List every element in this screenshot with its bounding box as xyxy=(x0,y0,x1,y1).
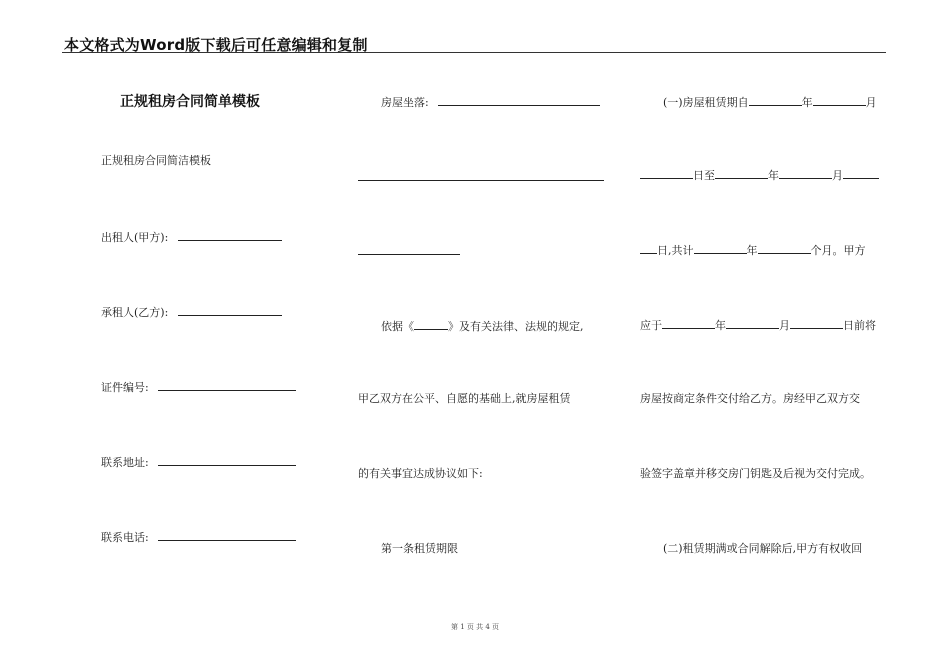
basis-line-1 xyxy=(381,318,584,334)
start-year-blank[interactable] xyxy=(749,94,802,106)
address-blank[interactable] xyxy=(158,454,296,466)
id-row xyxy=(101,379,296,395)
phone-label: 联系电话: xyxy=(101,531,149,544)
document-subtitle: 正规租房合同简洁模板 xyxy=(101,154,211,167)
term-text-2b: 年 xyxy=(768,169,779,182)
term-text-4a: 应于 xyxy=(640,319,662,332)
term-text-3c: 个月。甲方 xyxy=(810,244,866,257)
total-years-blank[interactable] xyxy=(694,242,747,254)
address-row xyxy=(101,454,296,470)
total-months-blank[interactable] xyxy=(758,242,811,254)
id-blank[interactable] xyxy=(158,379,296,391)
location-row xyxy=(381,94,600,110)
term-line-4 xyxy=(640,317,876,333)
location-blank-line-2[interactable] xyxy=(358,180,604,181)
handover-year-blank[interactable] xyxy=(662,317,715,329)
term-line-3 xyxy=(640,242,866,258)
term-line-7: (二)租赁期满或合同解除后,甲方有权收回 xyxy=(663,542,863,555)
article-1-heading: 第一条租赁期限 xyxy=(381,542,458,555)
lessor-row xyxy=(101,229,282,245)
header-title: 本文格式为Word版下载后可任意编辑和复制 xyxy=(64,36,368,54)
lessee-blank[interactable] xyxy=(178,304,282,316)
end-day-blank-cont[interactable] xyxy=(640,242,657,254)
id-label: 证件编号: xyxy=(101,381,149,394)
location-label: 房屋坐落: xyxy=(381,96,429,109)
document-title: 正规租房合同简单模板 xyxy=(120,94,260,110)
location-blank-line-3[interactable] xyxy=(358,254,460,255)
term-line-6: 验签字盖章并移交房门钥匙及后视为交付完成。 xyxy=(640,467,871,480)
term-text-2c: 月 xyxy=(832,169,843,182)
term-text-3a: 日,共计 xyxy=(657,244,694,257)
handover-day-blank[interactable] xyxy=(790,317,843,329)
start-day-blank[interactable] xyxy=(640,167,693,179)
phone-blank[interactable] xyxy=(158,529,296,541)
phone-row xyxy=(101,529,296,545)
basis-text-a: 依据《 xyxy=(381,320,414,333)
basis-text-b: 》及有关法律、法规的规定, xyxy=(448,320,584,333)
page-number: 第 1 页 共 4 页 xyxy=(450,623,500,631)
basis-line-2: 甲乙双方在公平、自愿的基础上,就房屋租赁 xyxy=(358,392,571,405)
lessee-label: 承租人(乙方): xyxy=(101,306,169,319)
end-day-blank[interactable] xyxy=(843,167,879,179)
header-divider xyxy=(62,52,886,53)
lessor-label: 出租人(甲方): xyxy=(101,231,169,244)
term-text-4c: 月 xyxy=(779,319,790,332)
basis-line-3: 的有关事宜达成协议如下: xyxy=(358,467,483,480)
lessee-row xyxy=(101,304,282,320)
term-text-4d: 日前将 xyxy=(843,319,876,332)
term-line-1 xyxy=(663,94,877,110)
address-label: 联系地址: xyxy=(101,456,149,469)
term-line-2 xyxy=(640,167,879,183)
term-text-2a: 日至 xyxy=(693,169,715,182)
handover-month-blank[interactable] xyxy=(726,317,779,329)
lessor-blank[interactable] xyxy=(178,229,282,241)
term-text-1a: (一)房屋租赁期自 xyxy=(663,96,749,109)
term-line-5: 房屋按商定条件交付给乙方。房经甲乙双方交 xyxy=(640,392,860,405)
end-month-blank[interactable] xyxy=(779,167,832,179)
term-text-3b: 年 xyxy=(746,244,758,257)
end-year-blank[interactable] xyxy=(715,167,768,179)
term-text-1c: 月 xyxy=(865,96,877,109)
location-blank[interactable] xyxy=(438,94,600,106)
law-name-blank[interactable] xyxy=(414,318,448,330)
term-text-1b: 年 xyxy=(801,96,813,109)
start-month-blank[interactable] xyxy=(813,94,866,106)
term-text-4b: 年 xyxy=(715,319,726,332)
